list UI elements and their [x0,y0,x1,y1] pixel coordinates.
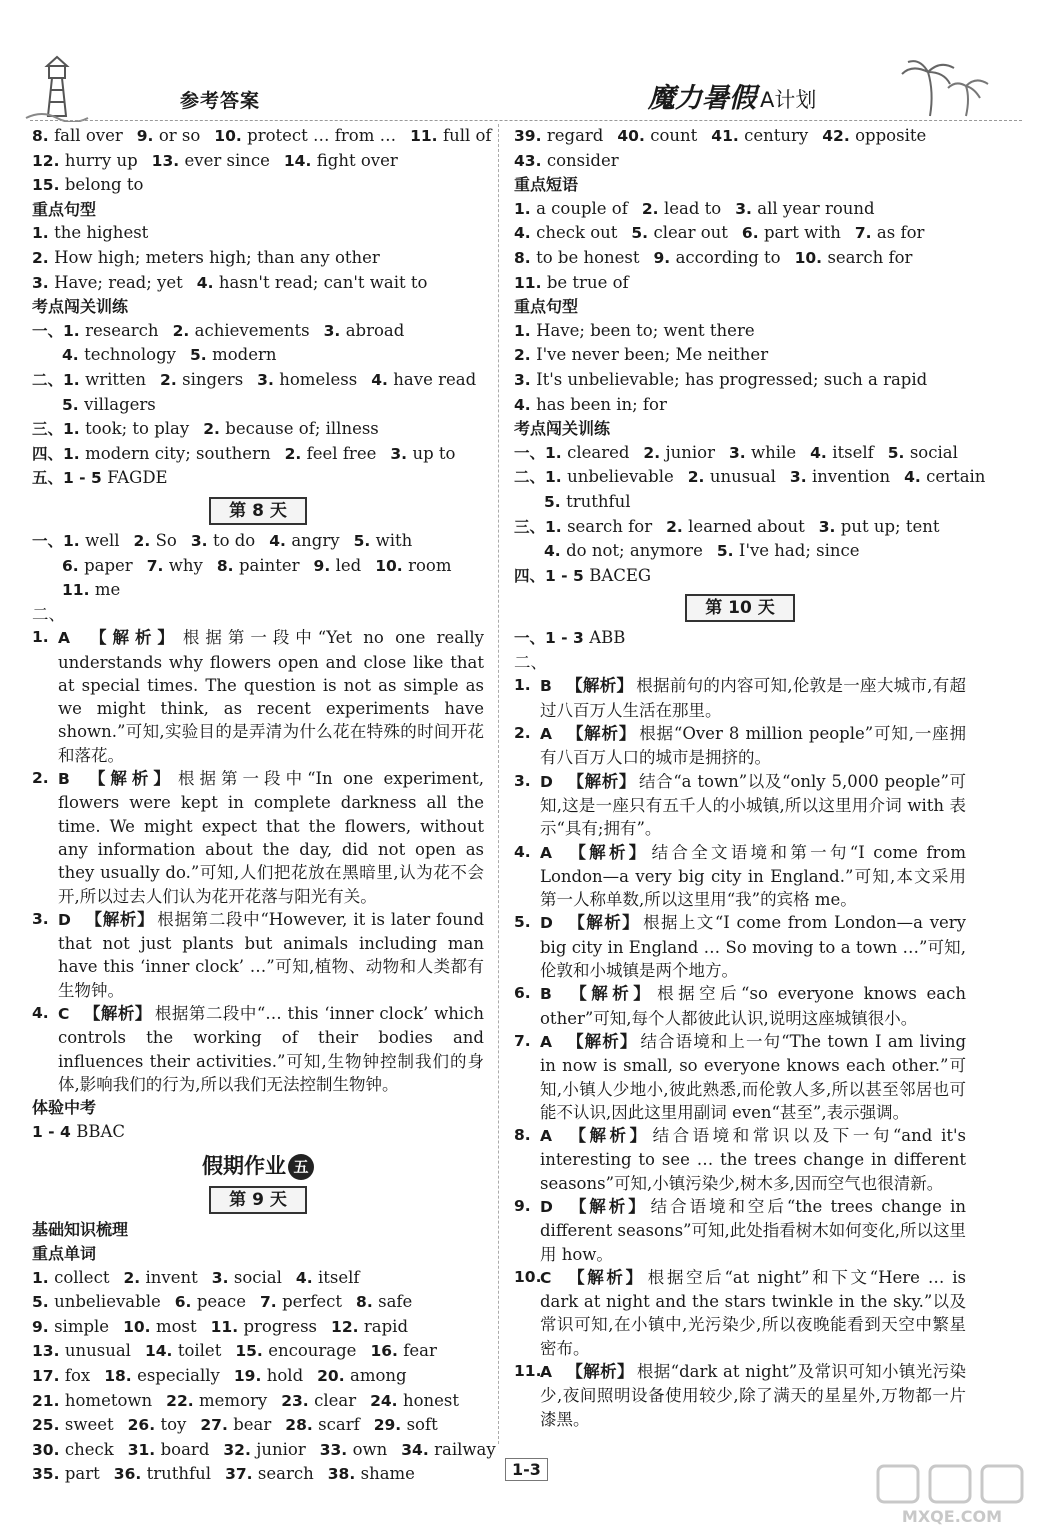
section-heading: 考点闯关训练 [514,419,611,439]
answer-line: 2. How high; meters high; than any other [32,247,380,267]
answer-line: 一、1 - 3 ABB [514,628,626,648]
header-brand [648,76,816,115]
answer-line: 4. has been in; for [514,394,667,414]
page-header [0,0,1050,122]
answer-line: 四、1. modern city; southern 2. feel free 3. up to [32,443,456,463]
lighthouse-icon [22,52,92,122]
right-column [514,124,986,1431]
header-divider [30,120,1022,121]
answer-line: 一、1. well 2. So 3. to do 4. angry 5. with [32,530,413,550]
explanation-item: 4. C 【解析】 根据第二段中“… this ‘inner clock’ which controls the working of their bodies and influences their activities.”可知,生物钟控制我们的身体,影响我们的行为,所以我们无法控制生物钟。 [32,1004,484,1094]
answer-line: 15. belong to [32,175,144,195]
answer-line: 13. unusual 14. toilet 15. encourage 16. fear [32,1341,437,1361]
answer-line: 5. unbelievable 6. peace 7. perfect 8. safe [32,1292,413,1312]
page-number: 1-3 [505,1458,548,1481]
day-10-badge: 第 10 天 [514,594,966,622]
answer-line: 1. a couple of 2. lead to 3. all year round [514,198,875,218]
day-8-badge: 第 8 天 [32,497,484,525]
answer-line: 1. the highest [32,223,149,243]
section-heading: 基础知识梳理 [32,1220,129,1240]
answer-line: 1 - 4 BBAC [32,1121,125,1141]
explanation-item: 1. A 【解析】 根据第一段中“Yet no one really understands why flowers open and close like that at special times. The question is not as simple as we might think, as recent experiments have shown.”可知,实验目的是弄清为什么花在特殊的时间开花和落花。 [32,628,484,765]
column-divider [498,124,499,1444]
explanation-item: 10. C 【解析】 根据空后“at night”和下文“Here … is dark at night and the stars twinkle in the sky.”以及常识可知,在小镇中,光污染少,所以夜晚能看到天空中繁星密布。 [514,1267,966,1358]
explanation-item: 9. D 【解析】 结合语境和空后“the trees change in different seasons”可知,此处指看树木如何变化,所以这里用 how。 [514,1197,966,1264]
answer-line: 39. regard 40. count 41. century 42. opposite [514,126,927,145]
explanation-item: 11. A 【解析】 根据“dark at night”及常识可知小镇光污染少,夜间照明设备使用较少,除了满天的星星外,万物都一片漆黑。 [514,1362,967,1429]
explanation-item: 8. A 【解析】 结合语境和常识以及下一句“and it's interesting to see … the trees change in different seasons”可知,小镇污染少,树木多,因而空气也很清新。 [514,1126,966,1193]
answer-line: 一、1. cleared 2. junior 3. while 4. itself 5. social [514,442,958,462]
answer-line: 五、1 - 5 FAGDE [32,468,168,488]
answer-line: 35. part 36. truthful 37. search 38. shame [32,1464,415,1484]
day-9-badge: 第 9 天 [32,1186,484,1214]
explanation-item: 7. A 【解析】 结合语境和上一句“The town I am living in now is small, so everyone knows each other.”可知,小镇人少地小,彼此熟悉,而伦敦人多,所以甚至邻居也可能不认识,因此这里用副词 even“甚至”,表示强调。 [514,1031,967,1122]
answer-line: 11. be true of [514,272,629,292]
answer-line: 4. do not; anymore 5. I've had; since [544,541,860,561]
answer-line: 12. hurry up 13. ever since 14. fight over [32,150,398,170]
answer-line: 1. Have; been to; went there [514,320,755,340]
explanation-item: 5. D 【解析】 根据上文“I come from London—a very big city in England … So moving to a town …”可知,伦敦和小城镇是两个地方。 [514,913,966,981]
answer-line: 4. technology 5. modern [62,345,277,365]
answer-line: 二、 [32,604,65,624]
brand-title: 魔力暑假 [648,83,756,114]
explanation-item: 3. D 【解析】 根据第二段中“However, it is later found that not just plants but animals including man have this ‘inner clock’ …”可知,植物、动物和人类都有生物钟。 [32,909,485,1000]
left-column [32,124,496,1487]
section-heading: 重点句型 [32,199,97,219]
answer-line: 8. fall over 9. or so 10. protect … from … 11. full of [32,126,492,145]
answer-line: 一、1. research 2. achievements 3. abroad [32,320,405,340]
explanation-item: 4. A 【解析】 结合全文语境和第一句“I come from London—a very big city in England.”可知,本文采用第一人称单数,所以这里用“我”的宾格 me。 [514,842,967,910]
answer-line: 二、1. unbelievable 2. unusual 3. invention 4. certain [514,467,986,487]
watermark-logo [872,1462,1032,1528]
section-heading: 重点句型 [514,297,579,317]
answer-line: 43. consider [514,150,619,170]
explanation-item: 2. B 【解析】 根据第一段中“In one experiment, flowers were kept in complete darkness all the time. We might expect that the flowers, without any information about the day, did not open as they usually do.”可知,人们把花放在黑暗里,认为花不会开,所以过去人们认为花开花落与阳光有关。 [32,769,485,906]
header-answer-label: 参考答案 [180,90,261,112]
explanation-item: 2. A 【解析】 根据“Over 8 million people”可知,一座拥有八百万人口的城市是拥挤的。 [514,724,967,768]
answer-line: 二、1. written 2. singers 3. homeless 4. have read [32,369,477,389]
answer-line: 4. check out 5. clear out 6. part with 7. as for [514,223,925,243]
section-heading: 重点短语 [514,175,579,195]
answer-line: 21. hometown 22. memory 23. clear 24. honest [32,1390,460,1410]
section-heading: 体验中考 [32,1098,97,1118]
section-heading: 考点闯关训练 [32,297,129,317]
brand-suffix: A计划 [760,88,817,112]
answer-line: 1. collect 2. invent 3. social 4. itself [32,1267,360,1287]
answer-line: 3. Have; read; yet 4. hasn't read; can't wait to [32,272,428,292]
answer-line: 三、1. search for 2. learned about 3. put up; tent [514,516,940,536]
answer-line: 30. check 31. board 32. junior 33. own 34. railway [32,1439,496,1459]
answer-line: 3. It's unbelievable; has progressed; such a rapid [514,369,928,389]
homework-title: 假期作业 五 [32,1152,484,1180]
answer-line: 四、1 - 5 BACEG [514,565,652,585]
answer-line: 9. simple 10. most 11. progress 12. rapid [32,1316,409,1336]
answer-line: 6. paper 7. why 8. painter 9. led 10. room [62,555,452,575]
answer-line: 5. truthful [544,491,631,511]
answer-line: 8. to be honest 9. according to 10. search for [514,247,913,267]
answer-line: 5. villagers [62,394,156,414]
explanation-item: 3. D 【解析】 结合“a town”以及“only 5,000 people”可知,这是一座只有五千人的小城镇,所以这里用介词 with 表示“具有;拥有”。 [514,771,967,839]
explanation-item: 1. B 【解析】 根据前句的内容可知,伦敦是一座大城市,有超过八百万人生活在那里。 [514,676,966,720]
palm-tree-icon [900,58,990,118]
answer-line: 二、 [514,652,547,672]
homework-number-badge: 五 [288,1154,314,1180]
answer-line: 三、1. took; to play 2. because of; illness [32,419,379,439]
answer-line: 17. fox 18. especially 19. hold 20. among [32,1365,407,1385]
section-heading: 重点单词 [32,1244,97,1263]
watermark-text: MXQE.COM [901,1507,1003,1526]
answer-line: 25. sweet 26. toy 27. bear 28. scarf 29. soft [32,1415,438,1435]
answer-line: 11. me [62,580,121,600]
explanation-item: 6. B 【解析】 根据空后“so everyone knows each other”可知,每个人都彼此认识,说明这座城镇很小。 [514,984,967,1028]
answer-line: 2. I've never been; Me neither [514,345,769,365]
